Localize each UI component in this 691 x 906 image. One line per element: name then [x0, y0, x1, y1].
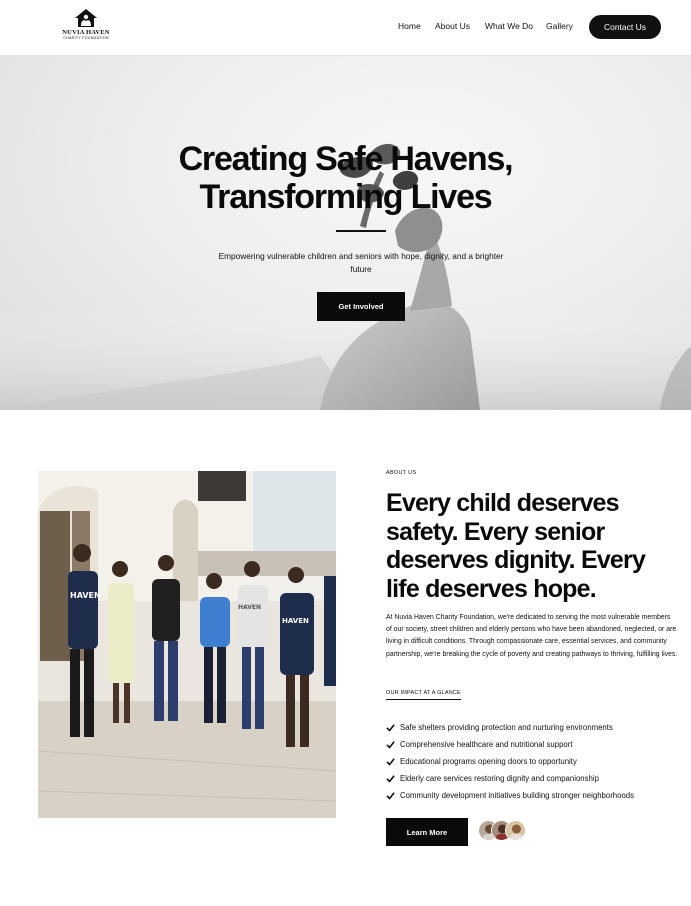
- learn-more-button[interactable]: Learn More: [386, 818, 468, 846]
- list-item: [386, 719, 634, 736]
- check-icon: [386, 740, 395, 749]
- hero-divider: [336, 230, 386, 232]
- logo-subtitle: CHARITY FOUNDATION: [63, 36, 109, 40]
- avatar: [505, 820, 526, 841]
- hero-title-line-1: Creating Safe Havens,: [178, 140, 513, 178]
- impact-item-text: Comprehensive healthcare and nutritional support: [400, 739, 573, 749]
- shirt-text: HAVEN: [70, 591, 101, 600]
- shirt-text: HAVEN: [238, 604, 262, 611]
- site-header: [0, 0, 691, 56]
- about-group-photo: [38, 471, 336, 818]
- hero-title: [0, 140, 691, 216]
- hero-hand-flower-image: [0, 56, 691, 410]
- list-item: [386, 753, 634, 770]
- list-item: [386, 770, 634, 787]
- list-item: [386, 787, 634, 804]
- avatar-group: [478, 820, 532, 842]
- hero-section: [0, 56, 691, 410]
- impact-item-text: Elderly care services restoring dignity and companionship: [400, 773, 599, 783]
- impact-item-text: Community development initiatives building stronger neighborhoods: [400, 790, 635, 800]
- contact-us-button[interactable]: Contact Us: [589, 15, 661, 39]
- check-icon: [386, 774, 395, 783]
- hero-title-line-2: Transforming Lives: [199, 178, 492, 216]
- nav-what-we-do[interactable]: What We Do: [485, 21, 534, 31]
- list-item: [386, 736, 634, 753]
- about-label: ABOUT US: [386, 470, 417, 476]
- impact-label: OUR IMPACT AT A GLANCE: [386, 690, 461, 700]
- about-description: At Nuvia Haven Charity Foundation, we're dedicated to serving the most vulnerable members of our society, street children and elderly persons who have been abandoned, neglected, or are living in difficult conditions. Through compassionate care, essential services, and community partnership, we're breaking the cycle of poverty and creating pathways to thriving, fulfilling lives.: [386, 614, 678, 658]
- impact-item-text: Educational programs opening doors to opportunity: [400, 756, 577, 766]
- logo-name: NUVIA HAVEN: [62, 29, 110, 36]
- nav-gallery[interactable]: Gallery: [546, 21, 573, 31]
- hero-subtitle: Empowering vulnerable children and seniors with hope, dignity, and a brighter future: [218, 251, 504, 274]
- check-icon: [386, 791, 395, 800]
- get-involved-button[interactable]: Get Involved: [317, 292, 405, 321]
- about-heading: Every child deserves safety. Every senior deserves dignity. Every life deserves hope.: [386, 489, 646, 603]
- house-hands-icon: [73, 8, 99, 28]
- impact-list: [386, 719, 634, 803]
- logo[interactable]: [58, 8, 114, 44]
- shirt-text: HAVEN: [282, 617, 309, 625]
- impact-item-text: Safe shelters providing protection and nurturing environments: [400, 722, 613, 732]
- nav-home[interactable]: Home: [398, 21, 421, 31]
- check-icon: [386, 723, 395, 732]
- check-icon: [386, 757, 395, 766]
- nav-about-us[interactable]: About Us: [435, 21, 470, 31]
